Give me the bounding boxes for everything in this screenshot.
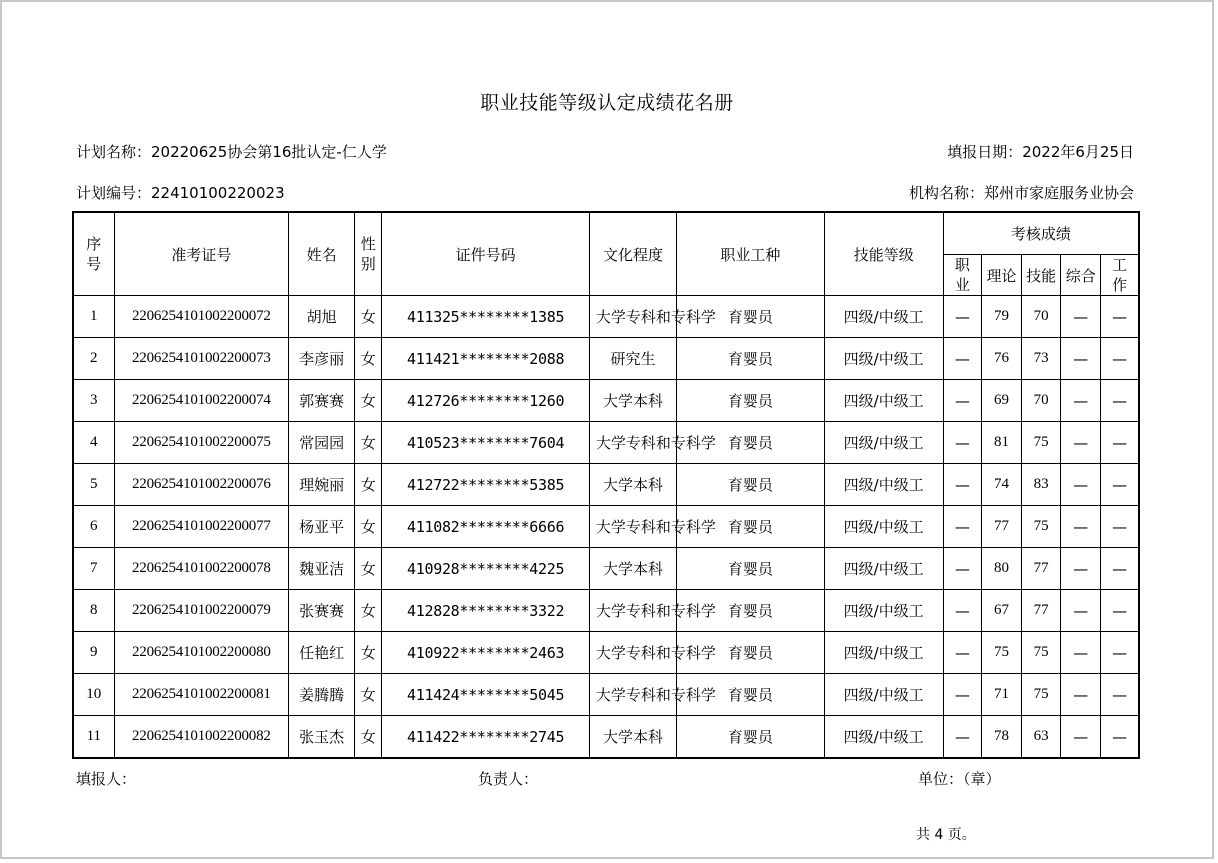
organization-name: 机构名称：郑州市家庭服务业协会 xyxy=(908,184,1134,202)
page-count: 共 4 页。 xyxy=(916,827,976,843)
cell-score-vocational: — xyxy=(943,506,981,548)
cell-score-skill: 75 xyxy=(1022,422,1061,464)
cell-score-skill: 70 xyxy=(1022,380,1061,422)
cell-occupation: 育婴员 xyxy=(677,338,824,380)
cell-score-skill: 75 xyxy=(1022,674,1061,716)
cell-occupation: 育婴员 xyxy=(677,422,824,464)
header-score-work-label: 工作 xyxy=(1112,256,1128,294)
cell-score-vocational: — xyxy=(943,674,981,716)
header-score-overall: 综合 xyxy=(1061,255,1101,296)
responsible-label: 负责人： xyxy=(478,770,539,788)
cell-occupation: 育婴员 xyxy=(677,380,824,422)
cell-seq: 10 xyxy=(73,674,114,716)
cell-occupation: 育婴员 xyxy=(677,464,824,506)
header-score-skill: 技能 xyxy=(1022,255,1061,296)
cell-gender: 女 xyxy=(355,506,382,548)
plan-name: 计划名称：20220625协会第16批认定-仁人学 xyxy=(76,143,387,161)
cell-ticket: 2206254101002200076 xyxy=(114,464,288,506)
cell-score-skill: 77 xyxy=(1022,590,1061,632)
cell-occupation: 育婴员 xyxy=(677,296,824,338)
header-education: 文化程度 xyxy=(589,212,676,296)
cell-score-work: — xyxy=(1101,590,1139,632)
cell-gender: 女 xyxy=(355,422,382,464)
table-row xyxy=(73,338,1139,380)
cell-score-skill: 75 xyxy=(1022,632,1061,674)
cell-name: 杨亚平 xyxy=(289,506,355,548)
cell-skill-level: 四级/中级工 xyxy=(824,338,943,380)
cell-education: 大学本科 xyxy=(589,380,676,422)
cell-ticket: 2206254101002200073 xyxy=(114,338,288,380)
table-row xyxy=(73,674,1139,716)
cell-score-work: — xyxy=(1101,338,1139,380)
cell-score-vocational: — xyxy=(943,296,981,338)
cell-score-work: — xyxy=(1101,632,1139,674)
cell-score-skill: 70 xyxy=(1022,296,1061,338)
cell-ticket: 2206254101002200080 xyxy=(114,632,288,674)
cell-score-skill: 75 xyxy=(1022,506,1061,548)
cell-education: 大学本科 xyxy=(589,716,676,759)
cell-score-skill: 73 xyxy=(1022,338,1061,380)
cell-gender: 女 xyxy=(355,338,382,380)
cell-education: 研究生 xyxy=(589,338,676,380)
cell-gender: 女 xyxy=(355,590,382,632)
header-occupation: 职业工种 xyxy=(677,212,824,296)
fill-date: 填报日期：2022年6月25日 xyxy=(947,143,1134,161)
cell-skill-level: 四级/中级工 xyxy=(824,380,943,422)
cell-occupation: 育婴员 xyxy=(677,590,824,632)
header-score-theory: 理论 xyxy=(981,255,1021,296)
cell-score-work: — xyxy=(1101,716,1139,759)
table-row xyxy=(73,464,1139,506)
cell-score-theory: 77 xyxy=(981,506,1021,548)
cell-score-overall: — xyxy=(1061,296,1101,338)
cell-id-number: 411421********2088 xyxy=(382,338,590,380)
cell-score-overall: — xyxy=(1061,674,1101,716)
cell-skill-level: 四级/中级工 xyxy=(824,422,943,464)
cell-occupation: 育婴员 xyxy=(677,548,824,590)
cell-occupation: 育婴员 xyxy=(677,716,824,759)
cell-education: 大学专科和专科学 xyxy=(589,506,676,548)
cell-gender: 女 xyxy=(355,674,382,716)
table-row xyxy=(73,548,1139,590)
cell-id-number: 411082********6666 xyxy=(382,506,590,548)
cell-name: 张玉杰 xyxy=(289,716,355,759)
cell-skill-level: 四级/中级工 xyxy=(824,716,943,759)
cell-seq: 4 xyxy=(73,422,114,464)
cell-score-skill: 63 xyxy=(1022,716,1061,759)
cell-score-theory: 71 xyxy=(981,674,1021,716)
cell-skill-level: 四级/中级工 xyxy=(824,506,943,548)
cell-seq: 9 xyxy=(73,632,114,674)
cell-name: 姜腾腾 xyxy=(289,674,355,716)
cell-name: 常园园 xyxy=(289,422,355,464)
cell-gender: 女 xyxy=(355,296,382,338)
header-skill-level: 技能等级 xyxy=(824,212,943,296)
cell-ticket: 2206254101002200077 xyxy=(114,506,288,548)
cell-ticket: 2206254101002200082 xyxy=(114,716,288,759)
cell-name: 胡旭 xyxy=(289,296,355,338)
table-row xyxy=(73,296,1139,338)
cell-id-number: 411422********2745 xyxy=(382,716,590,759)
cell-education: 大学专科和专科学 xyxy=(589,632,676,674)
cell-score-work: — xyxy=(1101,506,1139,548)
cell-id-number: 410922********2463 xyxy=(382,632,590,674)
cell-id-number: 411325********1385 xyxy=(382,296,590,338)
table-row xyxy=(73,632,1139,674)
cell-score-theory: 80 xyxy=(981,548,1021,590)
cell-score-overall: — xyxy=(1061,632,1101,674)
cell-score-vocational: — xyxy=(943,548,981,590)
cell-occupation: 育婴员 xyxy=(677,506,824,548)
table-row xyxy=(73,506,1139,548)
cell-seq: 11 xyxy=(73,716,114,759)
header-gender-label: 性别 xyxy=(360,235,376,273)
cell-seq: 6 xyxy=(73,506,114,548)
cell-id-number: 410523********7604 xyxy=(382,422,590,464)
cell-id-number: 410928********4225 xyxy=(382,548,590,590)
header-id-number: 证件号码 xyxy=(382,212,590,296)
header-name: 姓名 xyxy=(289,212,355,296)
cell-skill-level: 四级/中级工 xyxy=(824,296,943,338)
cell-education: 大学本科 xyxy=(589,548,676,590)
header-seq-label: 序号 xyxy=(86,235,102,273)
cell-score-overall: — xyxy=(1061,464,1101,506)
cell-education: 大学专科和专科学 xyxy=(589,674,676,716)
cell-score-vocational: — xyxy=(943,338,981,380)
header-score-vocational-label: 职业 xyxy=(954,256,970,294)
cell-occupation: 育婴员 xyxy=(677,632,824,674)
cell-score-theory: 81 xyxy=(981,422,1021,464)
cell-score-work: — xyxy=(1101,548,1139,590)
cell-score-theory: 74 xyxy=(981,464,1021,506)
cell-ticket: 2206254101002200074 xyxy=(114,380,288,422)
cell-education: 大学本科 xyxy=(589,464,676,506)
cell-score-theory: 67 xyxy=(981,590,1021,632)
cell-name: 理婉丽 xyxy=(289,464,355,506)
cell-score-overall: — xyxy=(1061,548,1101,590)
cell-seq: 1 xyxy=(73,296,114,338)
cell-id-number: 412828********3322 xyxy=(382,590,590,632)
cell-score-vocational: — xyxy=(943,464,981,506)
unit-seal-label: 单位：（章） xyxy=(918,770,1001,788)
cell-gender: 女 xyxy=(355,716,382,759)
cell-occupation: 育婴员 xyxy=(677,674,824,716)
cell-score-vocational: — xyxy=(943,380,981,422)
cell-score-overall: — xyxy=(1061,506,1101,548)
cell-skill-level: 四级/中级工 xyxy=(824,674,943,716)
cell-score-vocational: — xyxy=(943,422,981,464)
cell-ticket: 2206254101002200079 xyxy=(114,590,288,632)
cell-name: 李彦丽 xyxy=(289,338,355,380)
cell-name: 任艳红 xyxy=(289,632,355,674)
cell-score-vocational: — xyxy=(943,716,981,759)
cell-seq: 5 xyxy=(73,464,114,506)
cell-education: 大学专科和专科学 xyxy=(589,590,676,632)
cell-skill-level: 四级/中级工 xyxy=(824,632,943,674)
cell-seq: 3 xyxy=(73,380,114,422)
cell-skill-level: 四级/中级工 xyxy=(824,548,943,590)
cell-gender: 女 xyxy=(355,632,382,674)
cell-score-overall: — xyxy=(1061,380,1101,422)
cell-id-number: 412722********5385 xyxy=(382,464,590,506)
cell-ticket: 2206254101002200078 xyxy=(114,548,288,590)
cell-score-work: — xyxy=(1101,296,1139,338)
table-row xyxy=(73,716,1139,759)
cell-gender: 女 xyxy=(355,548,382,590)
cell-name: 郭赛赛 xyxy=(289,380,355,422)
cell-name: 张赛赛 xyxy=(289,590,355,632)
header-score-work xyxy=(1101,255,1139,296)
cell-score-work: — xyxy=(1101,674,1139,716)
header-ticket: 准考证号 xyxy=(114,212,288,296)
table-row xyxy=(73,380,1139,422)
cell-ticket: 2206254101002200072 xyxy=(114,296,288,338)
score-table xyxy=(72,211,1140,759)
cell-score-vocational: — xyxy=(943,590,981,632)
cell-score-theory: 75 xyxy=(981,632,1021,674)
header-scores: 考核成绩 xyxy=(943,212,1139,255)
cell-education: 大学专科和专科学 xyxy=(589,296,676,338)
cell-score-vocational: — xyxy=(943,632,981,674)
document-title: 职业技能等级认定成绩花名册 xyxy=(480,92,734,114)
cell-seq: 2 xyxy=(73,338,114,380)
cell-score-theory: 76 xyxy=(981,338,1021,380)
cell-id-number: 412726********1260 xyxy=(382,380,590,422)
cell-skill-level: 四级/中级工 xyxy=(824,464,943,506)
cell-score-skill: 77 xyxy=(1022,548,1061,590)
filler-label: 填报人： xyxy=(76,770,137,788)
table-row xyxy=(73,590,1139,632)
cell-score-theory: 78 xyxy=(981,716,1021,759)
cell-score-overall: — xyxy=(1061,422,1101,464)
cell-ticket: 2206254101002200075 xyxy=(114,422,288,464)
cell-seq: 7 xyxy=(73,548,114,590)
cell-score-overall: — xyxy=(1061,338,1101,380)
cell-score-work: — xyxy=(1101,464,1139,506)
cell-ticket: 2206254101002200081 xyxy=(114,674,288,716)
cell-gender: 女 xyxy=(355,464,382,506)
cell-score-theory: 79 xyxy=(981,296,1021,338)
cell-seq: 8 xyxy=(73,590,114,632)
cell-score-work: — xyxy=(1101,380,1139,422)
cell-gender: 女 xyxy=(355,380,382,422)
plan-number: 计划编号：22410100220023 xyxy=(76,184,285,202)
cell-score-overall: — xyxy=(1061,590,1101,632)
header-seq xyxy=(73,212,114,296)
cell-education: 大学专科和专科学 xyxy=(589,422,676,464)
cell-name: 魏亚洁 xyxy=(289,548,355,590)
cell-id-number: 411424********5045 xyxy=(382,674,590,716)
cell-score-theory: 69 xyxy=(981,380,1021,422)
cell-score-overall: — xyxy=(1061,716,1101,759)
cell-skill-level: 四级/中级工 xyxy=(824,590,943,632)
header-score-vocational xyxy=(943,255,981,296)
cell-score-skill: 83 xyxy=(1022,464,1061,506)
header-gender xyxy=(355,212,382,296)
table-row xyxy=(73,422,1139,464)
cell-score-work: — xyxy=(1101,422,1139,464)
